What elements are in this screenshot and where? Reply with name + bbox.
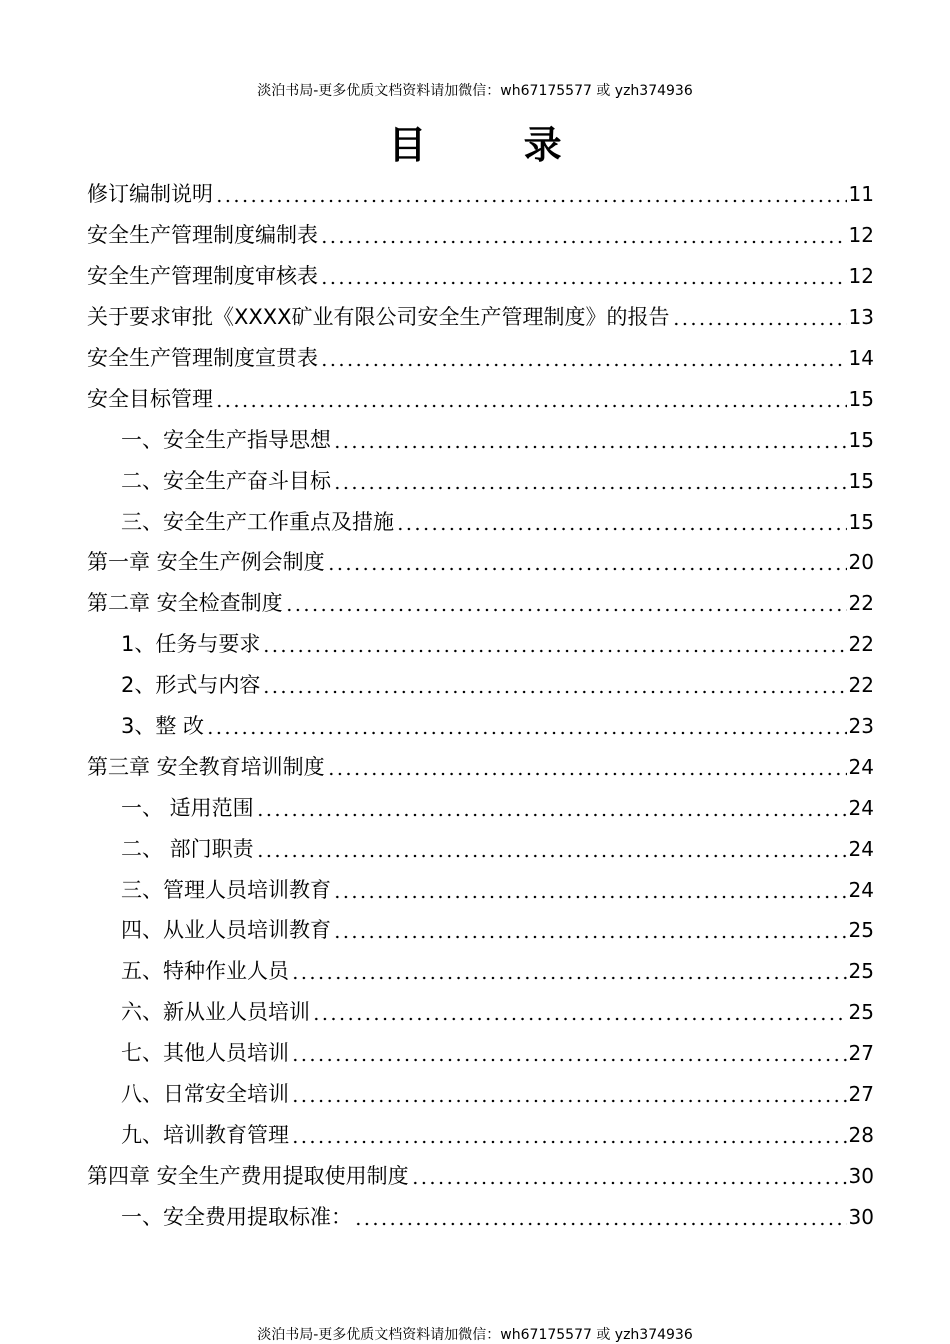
toc-leader-dots [320, 363, 847, 367]
toc-entry-page-number: 28 [848, 1122, 874, 1147]
toc-entry-page-number: 30 [848, 1163, 874, 1188]
toc-entry-label: 五、特种作业人员 [121, 959, 289, 984]
toc-entry[interactable] [87, 746, 874, 787]
toc-leader-dots [672, 322, 847, 326]
toc-entry[interactable] [87, 624, 874, 665]
toc-entry-label: 2、形式与内容 [121, 673, 261, 698]
toc-leader-dots [320, 281, 847, 285]
toc-entry-page-number: 22 [848, 591, 874, 616]
toc-entry[interactable] [87, 1033, 874, 1074]
toc-entry[interactable] [87, 1074, 874, 1115]
toc-leader-dots [256, 813, 847, 817]
toc-entry-page-number: 15 [848, 427, 874, 452]
toc-entry-label: 关于要求审批《XXXX矿业有限公司安全生产管理制度》的报告 [87, 305, 670, 330]
toc-entry-page-number: 27 [848, 1041, 874, 1066]
toc-entry[interactable] [87, 828, 874, 869]
toc-entry-page-number: 27 [848, 1082, 874, 1107]
toc-entry-label: 二、安全生产奋斗目标 [121, 468, 331, 493]
toc-leader-dots [285, 608, 847, 612]
toc-entry-page-number: 24 [848, 836, 874, 861]
toc-entry-label: 一、安全生产指导思想 [121, 427, 331, 452]
toc-entry-page-number: 22 [848, 673, 874, 698]
toc-entry-label: 3、整 改 [121, 714, 205, 739]
toc-entry-page-number: 15 [848, 386, 874, 411]
toc-entry[interactable] [87, 419, 874, 460]
toc-entry-page-number: 13 [848, 305, 874, 330]
toc-entry[interactable] [87, 869, 874, 910]
toc-entry-label: 一、安全费用提取标准： [121, 1204, 352, 1229]
toc-entry[interactable] [87, 583, 874, 624]
toc-entry[interactable] [87, 1114, 874, 1155]
toc-leader-dots [291, 1099, 847, 1103]
toc-entry-page-number: 25 [848, 1000, 874, 1025]
toc-entry-label: 六、新从业人员培训 [121, 1000, 310, 1025]
toc-entry-page-number: 24 [848, 754, 874, 779]
toc-entry-label: 二、 部门职责 [121, 836, 254, 861]
toc-entry-page-number: 22 [848, 632, 874, 657]
toc-entry[interactable] [87, 665, 874, 706]
toc-entry-page-number: 25 [848, 959, 874, 984]
toc-entry-page-number: 12 [848, 223, 874, 248]
page-title: 目 录 [388, 123, 604, 167]
toc-entry-page-number: 30 [848, 1204, 874, 1229]
toc-entry-page-number: 24 [848, 795, 874, 820]
toc-entry-page-number: 15 [848, 509, 874, 534]
toc-entry[interactable] [87, 297, 874, 338]
toc-entry[interactable] [87, 501, 874, 542]
toc-entry-label: 第二章 安全检查制度 [87, 591, 283, 616]
toc-leader-dots [396, 527, 847, 531]
toc-leader-dots [327, 772, 847, 776]
toc-entry[interactable] [87, 460, 874, 501]
toc-entry[interactable] [87, 378, 874, 419]
toc-entry-label: 安全生产管理制度编制表 [87, 223, 318, 248]
toc-leader-dots [206, 731, 847, 735]
toc-entry-label: 安全生产管理制度宣贯表 [87, 346, 318, 370]
toc-entry[interactable] [87, 787, 874, 828]
toc-leader-dots [262, 649, 846, 653]
toc-entry-label: 第一章 安全生产例会制度 [87, 550, 325, 575]
toc-entry[interactable] [87, 706, 874, 747]
toc-leader-dots [354, 1222, 847, 1226]
toc-entry-label: 安全生产管理制度审核表 [87, 264, 318, 289]
toc-leader-dots [256, 854, 847, 858]
toc-entry-label: 第三章 安全教育培训制度 [87, 754, 325, 779]
toc-entry-label: 四、从业人员培训教育 [121, 918, 331, 943]
header-watermark-note: 淡泊书局-更多优质文档资料请加微信：wh67175577 或 yzh374936 [257, 83, 693, 99]
toc-entry[interactable] [87, 256, 874, 297]
toc-entry-page-number: 14 [848, 346, 874, 370]
toc-leader-dots [320, 240, 847, 244]
toc-leader-dots [215, 404, 847, 408]
toc-entry-page-number: 23 [848, 714, 874, 739]
toc-entry-page-number: 25 [848, 918, 874, 943]
toc-entry-page-number: 24 [848, 877, 874, 902]
toc-leader-dots [333, 486, 847, 490]
toc-entry[interactable] [87, 951, 874, 992]
toc-entry-label: 第四章 安全生产费用提取使用制度 [87, 1163, 409, 1188]
toc-leader-dots [262, 690, 846, 694]
toc-entry-label: 1、任务与要求 [121, 632, 261, 657]
toc-leader-dots [333, 935, 847, 939]
toc-entry-page-number: 11 [848, 182, 874, 207]
toc-entry[interactable] [87, 215, 874, 256]
toc-entry-page-number: 15 [848, 468, 874, 493]
toc-leader-dots [291, 1058, 847, 1062]
toc-entry[interactable] [87, 542, 874, 583]
toc-entry-label: 九、培训教育管理 [121, 1122, 289, 1147]
toc-entry-label: 七、其他人员培训 [121, 1041, 289, 1066]
toc-entry-label: 一、 适用范围 [121, 795, 254, 820]
toc-leader-dots [312, 1017, 847, 1021]
toc-leader-dots [411, 1181, 847, 1185]
toc-leader-dots [291, 976, 847, 980]
toc-entry[interactable] [87, 338, 874, 379]
toc-entry-label: 安全目标管理 [87, 386, 213, 411]
footer-watermark-note: 淡泊书局-更多优质文档资料请加微信：wh67175577 或 yzh374936 [257, 1327, 693, 1343]
toc-entry[interactable] [87, 910, 874, 951]
toc-leader-dots [215, 199, 847, 203]
toc-leader-dots [327, 567, 847, 571]
toc-entry[interactable] [87, 1196, 874, 1237]
toc-entry-label: 八、日常安全培训 [121, 1082, 289, 1107]
toc-entry[interactable] [87, 1155, 874, 1196]
table-of-contents [87, 174, 874, 1237]
toc-entry-label: 修订编制说明 [87, 182, 213, 207]
toc-entry[interactable] [87, 174, 874, 215]
toc-entry[interactable] [87, 992, 874, 1033]
toc-entry-label: 三、管理人员培训教育 [121, 877, 331, 902]
toc-leader-dots [333, 445, 847, 449]
toc-entry-label: 三、安全生产工作重点及措施 [121, 509, 394, 534]
toc-leader-dots [333, 895, 847, 899]
toc-entry-page-number: 12 [848, 264, 874, 289]
toc-entry-page-number: 20 [848, 550, 874, 575]
toc-leader-dots [291, 1140, 847, 1144]
